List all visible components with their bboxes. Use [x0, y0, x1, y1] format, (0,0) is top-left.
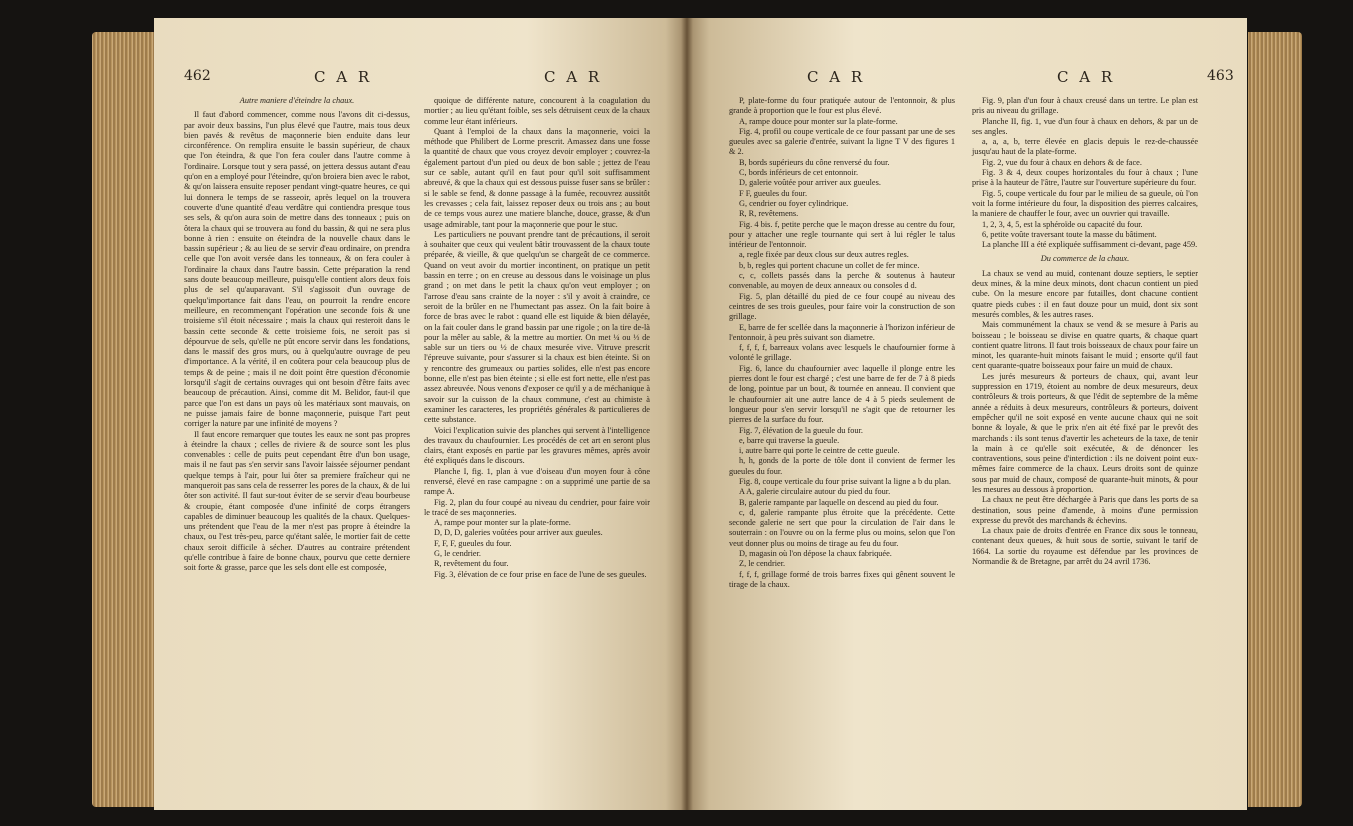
paragraph: quoique de différente nature, concourent à la coagulation du mortier ; au lieu qu'étant foible, ses sels détruisent ceux de la chaux comme leur étant inférieurs. [424, 96, 650, 126]
paragraph: A, rampe douce pour monter sur la plate-forme. [739, 116, 898, 126]
paragraph: Fig. 2, plan du four coupé au niveau du cendrier, pour faire voir le tracé de ses maçonneries. [424, 497, 650, 517]
paragraph: Mais communément la chaux se vend & se mesure à Paris au boisseau ; le boisseau se divise en quatre quarts, & chaque quart contient quatre litrons. Il faut trois boisseaux de chaux pour faire un minot, les quarante-huit minots faisant le muid ; ensorte qu'il faut cent quarante-quatre boisseaux pour faire un muid de chaux. [972, 320, 1198, 371]
page-number: 462 [184, 68, 211, 84]
paragraph: Il faut encore remarquer que toutes les eaux ne sont pas propres à éteindre la chaux ; celles de riviere & de source sont les plus convenables : celle de puits peut cependant être d'un bon usage, mais il ne faut pas s'en servir sans l'avoir laissée séjourner pendant quelque temps à l'air, pour lui ôter sa premiere fraîcheur qui ne manqueroit pas sans cela de resserrer les pores de la chaux, & de lui ôter son activité. Il faut sur-tout éviter de se servir d'eau bourbeuse & croupie, étant composée d'une infinité de corps étrangers capables de diminuer beaucoup les qualités de la chaux. Quelques-uns prétendent que l'eau de la mer n'est pas propre à éteindre la chaux, ou l'est très-peu, parce qu'étant salée, le mortier fait de cette chaux seroit difficile à sécher. D'autres au contraire prétendent qu'elle contribue à faire de bonne chaux, pourvu que cette derniere soit forte & grasse, parce que les sels dont elle est composée, [184, 429, 410, 573]
right-page [687, 18, 1247, 810]
paragraph: Fig. 6, lance du chaufournier avec laquelle il plonge entre les pierres dont le four est chargé ; c'est une barre de fer de 7 à 8 pieds de long, pointue par un bout, & tournée en anneau. Il convient que le chaufournier ait une autre lance de 4 à 5 pieds seulement de longueur pour s'en servir lorsqu'il ne s'agit que de retourner les pierres de la surface du four. [729, 363, 955, 425]
paragraph: Voici l'explication suivie des planches qui servent à l'intelligence des travaux du chaufournier. Les procédés de cet art en seront plus clairs, étant exposés en partie par les gravures mêmes, après avoir été expliqués dans le discours. [424, 425, 650, 466]
section-title: Autre maniere d'éteindre la chaux. [239, 96, 355, 105]
page-edges-right [1248, 32, 1302, 807]
paragraph: e, barre qui traverse la gueule. [739, 435, 840, 445]
paragraph: La chaux paie de droits d'entrée en France dix sous le tonneau, contenant deux queues, & huit sous de sortie, suivant le tarif de 1664. La sortie du royaume est défendue par les provinces de Normandie & de Bretagne, par arrêt du 24 avril 1736. [972, 526, 1198, 567]
paragraph: Fig. 4 bis. f, petite perche que le maçon dresse au centre du four, pour y attacher une regle tournante qui sert à lui régler le talus intérieur de l'entonnoir. [729, 219, 955, 250]
paragraph: Fig. 5, plan détaillé du pied de ce four coupé au niveau des ceintres de ses trois gueules, pour faire voir la construction de son grillage. [729, 291, 955, 322]
text-column-1 [184, 96, 410, 574]
paragraph: D, galerie voûtée pour arriver aux gueules. [739, 178, 881, 188]
paragraph: Fig. 7, élévation de la gueule du four. [739, 425, 863, 435]
paragraph: La chaux se vend au muid, contenant douze septiers, le septier deux mines, & la mine deux minots, dont chacun contient un pied cube. On la mesure encore par futailles, dont chacune contient quatre pieds cubes : il en faut douze pour un muid, dont six sont mesurés combles, & les autres rases. [972, 268, 1198, 319]
paragraph: c, c, collets passés dans la perche & soutenus à hauteur convenable, au moyen de deux anneaux ou consoles d d. [729, 271, 955, 291]
paragraph: Fig. 2, vue du four à chaux en dehors & de face. [982, 157, 1142, 167]
paragraph: 1, 2, 3, 4, 5, est la sphéroïde ou capacité du four. [982, 219, 1143, 229]
book-gutter [681, 18, 693, 810]
paragraph: Fig. 5, coupe verticale du four par le milieu de sa gueule, où l'on voit la forme intérieure du four, la disposition des pierres calcaires, la maniere de chauffer le four, avec un ouvrier qui travaille. [972, 188, 1198, 219]
paragraph: h, h, gonds de la porte de tôle dont il convient de fermer les gueules du four. [729, 456, 955, 476]
paragraph: R, revêtement du four. [434, 559, 509, 569]
paragraph: c, d, galerie rampante plus étroite que la précédente. Cette seconde galerie ne sert que pour la circulation de l'air dans le souterrain : on l'ouvre ou on la ferme plus ou moins, selon que l'on veut donner plus ou moins de tirage au feu du four. [729, 507, 955, 548]
paragraph: i, autre barre qui porte le ceintre de cette gueule. [739, 446, 900, 456]
paragraph: Fig. 8, coupe verticale du four prise suivant la ligne a b du plan. [739, 476, 951, 486]
running-head: C A R [544, 68, 603, 86]
paragraph: Il faut d'abord commencer, comme nous l'avons dit ci-dessus, par avoir deux bassins, l'un plus élevé que l'autre, mais tous deux bien pavés & revêtus de maçonnerie bien enduite dans leur circonférence. On remplira ensuite le bassin supérieur, de chaux que l'on éteindra, & que l'on fera couler dans l'autre comme à l'ordinaire. Lorsque tout y sera passé, on jettera dessus autant d'eau qu'on en a employé pour l'éteindre, qu'on broiera bien avec le rabot, & qu'on laissera ensuite reposer pendant vingt-quatre heures, ce qui lui donnera le temps de se rasseoir, après lequel on la trouvera couverte d'une quantité d'eau verdâtre qui contiendra presque tous ses sels, & qu'on aura soin de mettre dans des tonneaux ; puis on ôtera la chaux qui se trouvera au fond du bassin, & qui ne sera plus bonne à rien : ensuite on éteindra de la nouvelle chaux dans le bassin supérieur ; & au lieu de se servir d'eau ordinaire, on prendra celle que l'on avoit versée dans les tonneaux, & on fera couler à l'ordinaire la chaux dans l'autre bassin. Cette préparation la rend sans doute beaucoup meilleure, puisqu'elle contient alors deux fois plus de sel qu'auparavant. S'il s'agissoit d'un ouvrage de quelqu'importance fait dans l'eau, on pourroit la rendre encore meilleure, en recommençant l'opération une seconde fois & une troisieme s'il étoit nécessaire ; mais la chaux qui resteroit dans le bassin cette seconde & cette troisieme fois, ne seroit pas si dépourvue de sels, qu'elle ne pût encore servir dans les fondations, dans le massif des gros murs, ou à quelqu'autre ouvrage de peu d'importance. A la vérité, il en coûtera pour cela beaucoup plus de temps & de peine ; mais il ne doit point être question d'économie lorsqu'il s'agit de certains ouvrages qui ont besoin d'être faits avec beaucoup de précaution. Ainsi, comme dit M. Belidor, faut-il que parce que l'on est dans un pays où les matériaux sont mauvais, on ne puisse jamais faire de bonne maçonnerie, puisque l'art peut corriger la nature par une infinité de moyens ? [184, 110, 410, 429]
paragraph: D, D, D, galeries voûtées pour arriver aux gueules. [434, 528, 603, 538]
paragraph: a, regle fixée par deux clous sur deux autres regles. [739, 250, 909, 260]
left-page [154, 18, 687, 810]
paragraph: A, rampe pour monter sur la plate-forme. [434, 518, 571, 528]
paragraph: A A, galerie circulaire autour du pied du four. [739, 487, 891, 497]
open-book [92, 14, 1302, 814]
paragraph: P, plate-forme du four pratiquée autour de l'entonnoir, & plus grande à proportion que le four est plus élevé. [729, 96, 955, 116]
paragraph: R, R, revêtemens. [739, 209, 799, 219]
paragraph: f, f, f, f, barreaux volans avec lesquels le chaufournier forme à volonté le grillage. [729, 343, 955, 363]
paragraph: Planche II, fig. 1, vue d'un four à chaux en dehors, & par un de ses angles. [972, 116, 1198, 136]
paragraph: G, le cendrier. [434, 549, 481, 559]
paragraph: E, barre de fer scellée dans la maçonnerie à l'horizon inférieur de l'entonnoir, à peu près suivant son diametre. [729, 322, 955, 342]
paragraph: Les jurés mesureurs & porteurs de chaux, qui, avant leur suppression en 1719, étoient au nombre de deux mesureurs, deux contrôleurs & trois porteurs, & que l'édit de septembre de la même année a réduits à deux mesureurs, contrôleurs & porteurs, doivent empêcher qu'il ne soit exposé en vente aucune chaux qui ne soit bonne & loyale, & que le prix n'en ait été fixé par le prevôt des marchands : ils sont tenus d'avertir les acheteurs de la taxe, de tenir la main à ce qu'elle soit exécutée, & de dénoncer les contraventions, sous peine d'interdiction : ils ne doivent point eux-mêmes faire commerce de la chaux. Leurs droits sont de quinze sous par muid de chaux, composé de quarante-huit minots, & pour les mesures au dessous à proportion. [972, 371, 1198, 494]
paragraph: C, bords inférieurs de cet entonnoir. [739, 168, 859, 178]
paragraph: 6, petite voûte traversant toute la masse du bâtiment. [982, 229, 1157, 239]
paragraph: a, a, a, b, terre élevée en glacis depuis le rez-de-chaussée jusqu'au haut de la plate-forme. [972, 137, 1198, 157]
text-column-2 [972, 96, 1198, 567]
paragraph: Les particuliers ne pouvant prendre tant de précautions, il seroit à souhaiter que ceux qui veulent bâtir trouvassent de la chaux toute préparée, & vieille, & que quelqu'un se chargeât de ce commerce. Quand on veut avoir du mortier incontinent, on pratique un petit bassin en terre ; on en creuse au dessous dans le voisinage un plus grand ; on met dans le petit la chaux qu'on veut employer ; on l'arrose d'eau sans crainte de la noyer : s'il y avoit à craindre, ce seroit de la brûler en ne l'humectant pas assez. On la fait boire à force de bras avec le rabot : quand elle est liquide & bien délayée, on la fait couler dans le grand bassin par une rigole ; on la tire de-là pour la mêler au sable, & la mettre au mortier. On met ¼ ou ⅓ de sable sur un tiers ou ½ de chaux mesurée vive. Vitruve prescrit l'épreuve suivante, pour s'assurer si la chaux est bien éteinte. Si on y rencontre des grumeaux ou parties solides, elle n'est pas encore bonne, elle n'est pas bien éteinte ; si elle est fort nette, elle n'est pas assez abreuvée. Nous venons d'exposer ce qu'il y a de méchanique à savoir sur la cuisson de la chaux commune, c'est au chimiste à examiner les caracteres, les propriétés générales & particulieres de cette substance. [424, 229, 650, 425]
paragraph: Planche I, fig. 1, plan à vue d'oiseau d'un moyen four à cône renversé, élevé en rase campagne : on a supprimé une partie de sa rampe A. [424, 466, 650, 497]
text-column-1 [729, 96, 955, 590]
paragraph: Fig. 3 & 4, deux coupes horizontales du four à chaux ; l'une prise à la hauteur de l'âtre, l'autre sur l'ouverture supérieure du four. [972, 168, 1198, 188]
paragraph: Fig. 3, élévation de ce four prise en face de l'une de ses gueules. [434, 569, 647, 579]
paragraph: Quant à l'emploi de la chaux dans la maçonnerie, voici la méthode que Philibert de Lorme prescrit. Amassez dans une fosse la quantité de chaux que vous croyez devoir employer ; couvrez-la également partout d'un pied ou deux de bon sable ; jettez de l'eau sur ce sable, autant qu'il en faut pour qu'il soit suffisamment abreuvé, & que la chaux qui est dessous puisse fuser sans se brûler : si le sable se fend, & donne passage à la fumée, recouvrez aussitôt les crevasses ; cela fait, laissez reposer deux ou trois ans ; au bout de ce temps vous aurez une matiere blanche, douce, grasse, & d'un usage admirable, tant pour la maçonnerie que pour le stuc. [424, 126, 650, 229]
page-edges-left [92, 32, 162, 807]
text-column-2 [424, 96, 650, 580]
running-head: C A R [314, 68, 373, 86]
page-number: 463 [1207, 68, 1234, 84]
paragraph: B, bords supérieurs du cône renversé du four. [739, 157, 890, 167]
paragraph: Fig. 4, profil ou coupe verticale de ce four passant par une de ses gueules avec sa galerie d'entrée, suivant la ligne T V des figures 1 & 2. [729, 126, 955, 157]
paragraph: F F, gueules du four. [739, 188, 808, 198]
paragraph: Z, le cendrier. [739, 559, 786, 569]
paragraph: La chaux ne peut être déchargée à Paris que dans les ports de sa destination, sous peine d'amende, à moins d'une permission expresse du prevôt des marchands & échevins. [972, 495, 1198, 525]
paragraph: La planche III a été expliquée suffisamment ci-devant, page 459. [982, 240, 1198, 250]
paragraph: B, galerie rampante par laquelle on descend au pied du four. [739, 497, 939, 507]
paragraph: D, magasin où l'on dépose la chaux fabriquée. [739, 549, 892, 559]
paragraph: Fig. 9, plan d'un four à chaux creusé dans un tertre. Le plan est pris au niveau du grillage. [972, 96, 1198, 116]
paragraph: G, cendrier ou foyer cylindrique. [739, 198, 849, 208]
running-head: C A R [807, 68, 866, 86]
running-head: C A R [1057, 68, 1116, 86]
paragraph: F, F, F, gueules du four. [434, 538, 512, 548]
paragraph: b, b, regles qui portent chacune un collet de fer mince. [739, 260, 920, 270]
section-subtitle: Du commerce de la chaux. [1040, 254, 1130, 264]
paragraph: f, f, f, grillage formé de trois barres fixes qui gênent souvent le tirage de la chaux. [729, 569, 955, 589]
